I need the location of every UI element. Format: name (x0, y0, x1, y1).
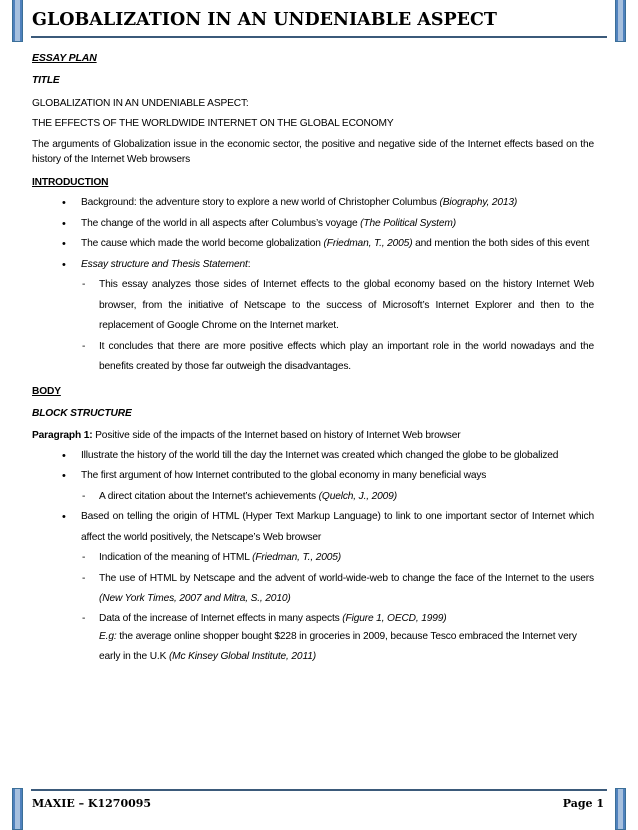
summary-paragraph: The arguments of Globalization issue in the economic sector, the positive and negative side of the Internet effects based on the history of the Internet Web browsers (32, 139, 594, 165)
intro-dash-analyzes: - This essay analyzes those sides of Internet effects to the global economy based on the history Internet Web browser, from the initiative of Netscape to the success of Microsoft’s Internet Explorer and then to the replacement of Google Chrome on the Internet market. (32, 275, 594, 337)
body-heading: BODY (32, 385, 61, 397)
body-dash-citation: - A direct citation about the Internet’s achievements (Quelch, J., 2009) (32, 487, 594, 508)
footer-author: MAXIE – K1270095 (32, 797, 152, 810)
header-divider (31, 36, 607, 38)
title-line-2: THE EFFECTS OF THE WORLDWIDE INTERNET ON THE GLOBAL ECONOMY (32, 118, 394, 129)
essay-plan-heading: ESSAY PLAN (32, 52, 97, 64)
left-top-border-rail (12, 0, 23, 42)
footer-page-number: Page 1 (562, 797, 604, 810)
body-dash-html-meaning: - Indication of the meaning of HTML (Friedman, T., 2005) (32, 548, 594, 569)
body-bullet-html-origin: • Based on telling the origin of HTML (Hyper Text Markup Language) to link to one important sector of Internet which affect the world positively, the Netscape’s Web browser (32, 507, 594, 548)
right-bottom-border-rail (615, 788, 626, 830)
essay-content (32, 52, 594, 668)
block-structure-heading: BLOCK STRUCTURE (32, 407, 132, 419)
body-example: E.g: the average online shopper bought $228 in groceries in 2009, because Tesco embraced the Internet very early in the U.K (Mc Kinsey Global Institute, 2011) (99, 630, 577, 662)
intro-dash-concludes: - It concludes that there are more positive effects which play an important role in the world nowadays and the benefits created by those far outweigh the disadvantages. (32, 337, 594, 378)
left-bottom-border-rail (12, 788, 23, 830)
paragraph-1-line: Paragraph 1: Positive side of the impacts of the Internet based on history of Internet Web browser (32, 429, 461, 441)
body-bullet-first-argument: • The first argument of how Internet contributed to the global economy in many beneficial ways (32, 466, 594, 487)
intro-bullet-essay-structure: • Essay structure and Thesis Statement: (32, 255, 594, 276)
intro-bullet-background: • Background: the adventure story to explore a new world of Christopher Columbus (Biography, 2013) (32, 193, 594, 214)
footer-divider (31, 789, 607, 791)
right-top-border-rail (615, 0, 626, 42)
body-bullet-history: • Illustrate the history of the world till the day the Internet was created which changed the globe to be globalized (32, 446, 594, 467)
introduction-heading: INTRODUCTION (32, 177, 109, 188)
body-dash-data-increase: - Data of the increase of Internet effects in many aspects (Figure 1, OECD, 1999) (32, 610, 594, 627)
body-dash-netscape: - The use of HTML by Netscape and the advent of world-wide-web to change the face of the Internet to the users (New York Times, 2007 and Mitra, S., 2010) (32, 569, 594, 610)
page-header-title: GLOBALIZATION IN AN UNDENIABLE ASPECT (32, 10, 497, 30)
title-label: TITLE (32, 75, 60, 86)
title-line-1: GLOBALIZATION IN AN UNDENIABLE ASPECT: (32, 98, 249, 109)
intro-bullet-change: • The change of the world in all aspects after Columbus’s voyage (The Political System) (32, 214, 594, 235)
intro-bullet-cause: • The cause which made the world become globalization (Friedman, T., 2005) and mention the both sides of this event (32, 234, 594, 255)
